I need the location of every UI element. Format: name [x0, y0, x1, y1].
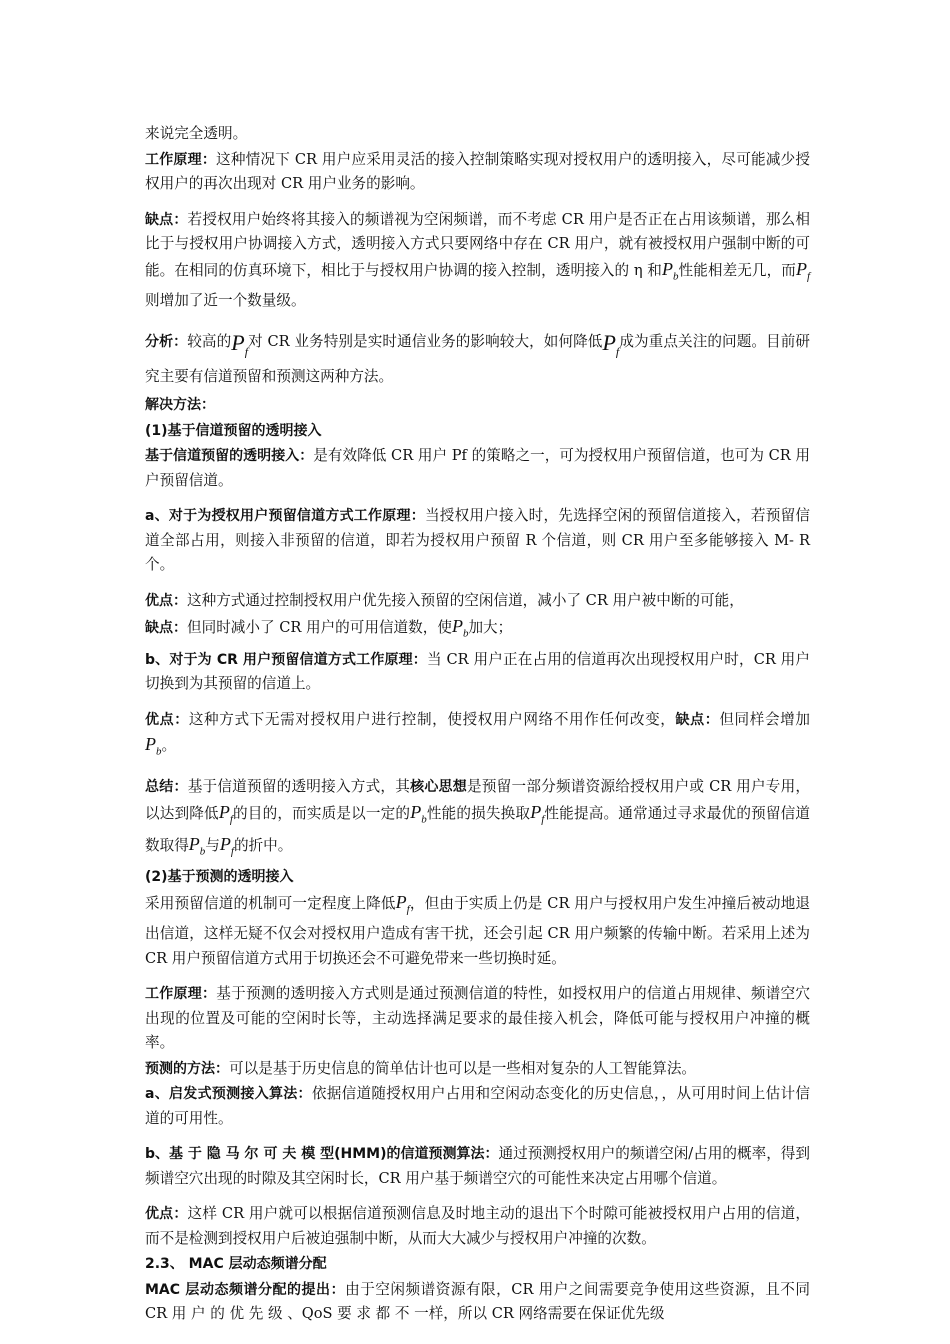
- text: 性能提高。通常通过寻求最优的预留信道数取得: [145, 804, 810, 854]
- paragraph: [145, 775, 810, 864]
- text: 但同时减小了 CR 用户的可用信道数，使: [187, 619, 452, 637]
- math-pf: $P_f$: [602, 330, 620, 359]
- text: 这样 CR 用户就可以根据信道预测信息及时地主动的退出下个时隙可能被授权用户占用的信道，而不是检测到授权用户后被迫强制中断，从而大大减少与授权用户冲撞的次数。: [145, 1205, 811, 1247]
- document-body: [145, 122, 810, 1328]
- text: 采用预留信道的机制可一定程度上降低: [145, 895, 396, 913]
- heading-label: MAC 层动态频谱分配的提出：: [145, 1281, 346, 1298]
- section-heading: 2.3、 MAC 层动态频谱分配: [145, 1256, 327, 1273]
- math-pb: $P_b$: [188, 833, 206, 858]
- heading-label: 解决方法：: [145, 397, 215, 414]
- text: 这种方式通过控制授权用户优先接入预留的空闲信道，减小了 CR 用户被中断的可能，: [187, 591, 744, 609]
- paragraph: [145, 208, 810, 314]
- paragraph: [145, 648, 810, 697]
- paragraph: [145, 1252, 810, 1277]
- math-pf: $P_f$: [231, 330, 249, 359]
- math-pf: $P_f$: [395, 892, 410, 916]
- text: 性能的损失换取: [426, 804, 531, 822]
- heading-label: 预测的方法：: [145, 1060, 229, 1077]
- heading-label: 分析：: [145, 334, 188, 351]
- heading-label: 缺点：: [145, 620, 187, 637]
- paragraph: [145, 504, 810, 578]
- text: 来说完全透明。: [145, 125, 248, 142]
- text: 当授权用户接入时，先选择空闲的预留信道接入，若预留信道全部占用，则接入非预留的信道，即若为授权用户预留 R 个信道，则 CR 用户至多能够接入 M- R 个。: [145, 507, 810, 574]
- paragraph: [145, 1142, 810, 1191]
- section-heading: (2)基于预测的透明接入: [145, 868, 294, 885]
- paragraph: [145, 1082, 810, 1131]
- paragraph: [145, 444, 810, 493]
- text: 对 CR 业务特别是实时通信业务的影响较大，如何降低: [248, 333, 603, 351]
- paragraph: [145, 324, 810, 392]
- text: 则增加了近一个数量级。: [145, 291, 306, 309]
- text: 可以是基于历史信息的简单估计也可以是一些相对复杂的人工智能算法。: [229, 1059, 697, 1077]
- text: 的折中。: [233, 836, 293, 854]
- paragraph: [145, 1202, 810, 1251]
- text: 基于预测的透明接入方式则是通过预测信道的特性，如授权用户的信道占用规律、频谱空穴出现的位置及可能的空闲时长等，主动选择满足要求的最佳接入机会，降低可能与授权用户冲撞的概率。: [145, 985, 810, 1052]
- math-pf: $P_f$: [530, 801, 545, 826]
- heading-label: 优点：: [145, 711, 189, 728]
- heading-label: 核心思想: [410, 779, 468, 796]
- heading-label: 工作原理：: [145, 151, 217, 168]
- heading-label: a、对于为授权用户预留信道方式工作原理：: [145, 508, 425, 525]
- text: 。: [161, 737, 177, 755]
- heading-label: b、对于为 CR 用户预留信道方式工作原理：: [145, 651, 427, 668]
- math-pb: $P_b$: [451, 616, 469, 641]
- text: 与: [205, 836, 220, 854]
- math-pf: $P_f$: [218, 801, 233, 826]
- heading-label: b、基 于 隐 马 尔 可 夫 模 型(HMM)的信道预测算法：: [145, 1146, 499, 1163]
- text: 成为重点关注的问题。目前研究主要有信道预留和预测这两种方法。: [145, 333, 810, 386]
- paragraph: [145, 708, 810, 765]
- heading-label: 基于信道预留的透明接入：: [145, 448, 314, 465]
- text: 若授权用户始终将其接入的频谱视为空闲频谱，而不考虑 CR 用户是否正在占用该频谱，那么相比于与授权用户协调接入方式，透明接入方式只要网络中存在 CR 用户，就有被授权用户强制中断的可能。在相同的仿真环境下，相比于与授权用户协调的接入控制，透明接入的 η 和: [145, 210, 811, 279]
- text: 较高的: [187, 333, 232, 351]
- paragraph: [145, 614, 810, 646]
- heading-label: 工作原理：: [145, 986, 217, 1003]
- heading-label: 优点：: [145, 1206, 188, 1223]
- text: 但同样会增加: [719, 710, 810, 728]
- text: 的目的，而实质是以一定的: [232, 804, 411, 822]
- math-pb: $P_b$: [410, 801, 427, 826]
- text: ，但由于实质上仍是 CR 用户与授权用户发生冲撞后被动地退出信道，这样无疑不仅会对授权用户造成有害干扰，还会引起 CR 用户频繁的传输中断。若采用上述为 CR 用户预留信道方式用于切换还会不可避免带来一些切换时延。: [145, 895, 810, 967]
- text: 是预留一部分频谱资源给授权用户或 CR 用户专用，以达到降低: [145, 778, 811, 822]
- text: 依据信道随授权用户占用和空闲动态变化的历史信息，，从可用时间上估计信道的可用性。: [145, 1085, 810, 1127]
- paragraph: [145, 890, 810, 971]
- paragraph: [145, 865, 810, 890]
- text: 由于空闲频谱资源有限，CR 用户之间需要竞争使用这些资源，且不同 CR 用 户 的 优 先 级 、QoS 要 求 都 不 一样，所以 CR 网络需要在保证优先级: [145, 1280, 811, 1323]
- math-pb: $P_b$: [145, 734, 162, 758]
- text: 基于信道预留的透明接入方式，其: [187, 778, 411, 796]
- text: 这种方式下无需对授权用户进行控制，使授权用户网络不用作任何改变，: [188, 710, 676, 728]
- text: 当 CR 用户正在占用的信道再次出现授权用户时，CR 用户切换到为其预留的信道上。: [145, 650, 810, 693]
- text: 加大；: [468, 619, 513, 637]
- section-heading: (1)基于信道预留的透明接入: [145, 422, 322, 439]
- paragraph: [145, 393, 810, 418]
- heading-label: 缺点：: [145, 211, 188, 228]
- paragraph: [145, 1278, 810, 1327]
- heading-label: a、启发式预测接入算法：: [145, 1086, 312, 1103]
- text: 性能相差无几，而: [678, 261, 796, 279]
- paragraph: [145, 982, 810, 1056]
- heading-label: 总结：: [145, 779, 188, 796]
- paragraph: [145, 122, 810, 147]
- paragraph: [145, 148, 810, 197]
- heading-label: 缺点：: [675, 711, 720, 728]
- text: 是有效降低 CR 用户 Pf 的策略之一，可为授权用户预留信道，也可为 CR 用户预留信道。: [145, 447, 811, 489]
- math-pf: $P_f$: [219, 833, 234, 858]
- paragraph: [145, 1057, 810, 1082]
- heading-label: 优点：: [145, 592, 187, 609]
- math-pb: $P_b$: [661, 258, 679, 283]
- text: 通过预测授权用户的频谱空闲/占用的概率，得到频谱空穴出现的时隙及其空闲时长，CR 用户基于频谱空穴的可能性来决定占用哪个信道。: [145, 1145, 810, 1187]
- paragraph: [145, 589, 810, 614]
- text: 这种情况下 CR 用户应采用灵活的接入控制策略实现对授权用户的透明接入，尽可能减少授权用户的再次出现对 CR 用户业务的影响。: [145, 150, 811, 192]
- math-pf: $P_f$: [795, 258, 810, 283]
- paragraph: [145, 419, 810, 444]
